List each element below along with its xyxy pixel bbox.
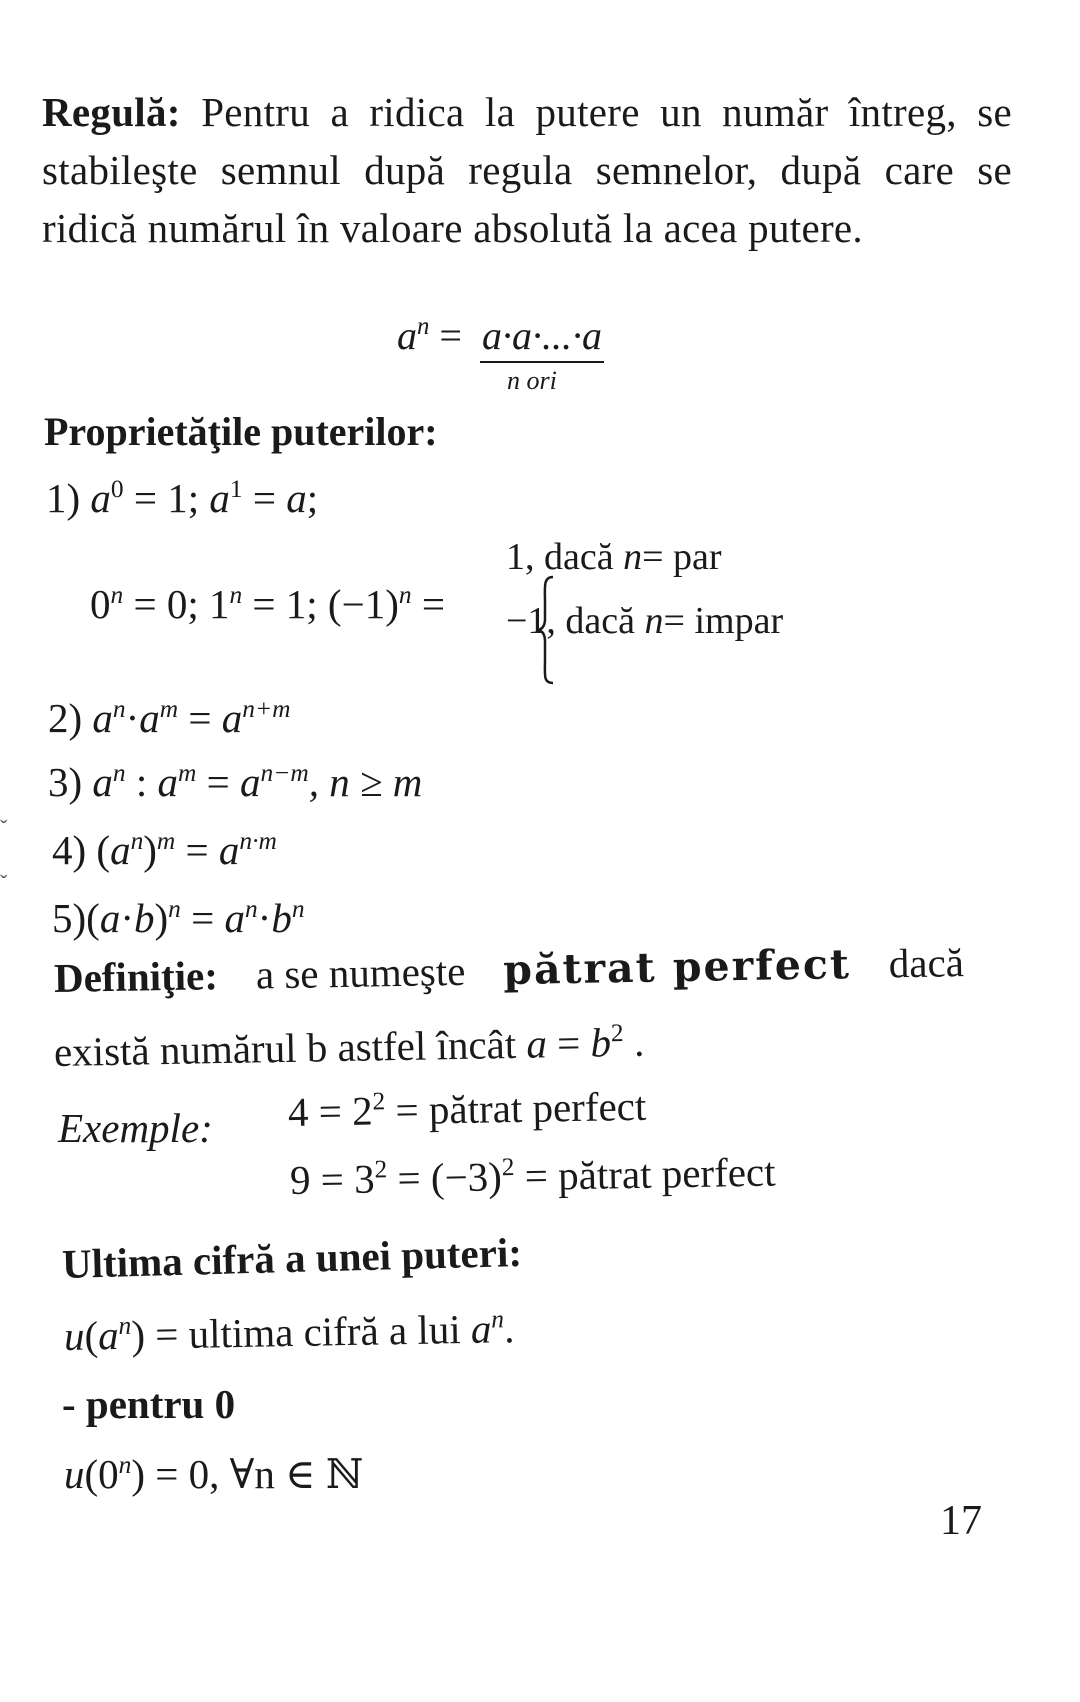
perfect-square-term: pătrat perfect (502, 940, 852, 995)
definition-label: Definiţie: (53, 952, 219, 1001)
property-4: 4) $(a^n)^m = a^{n\cdot m}$ (52, 826, 277, 873)
rule-text: Pentru a ridica la putere un număr întreg, se stabileşte semnul după regula semnelor, după care se ridică numărul în valoare absolută la acea putere. (42, 89, 1012, 251)
cases-even: 1, dacă n= par (506, 536, 722, 578)
last-digit-definition: $u(a^n)$ = ultima cifră a lui $a^n$. (63, 1305, 515, 1359)
rule-label: Regulă: (42, 89, 181, 135)
margin-artifact: ˇ (0, 870, 8, 895)
property-2: 2) $a^n\cdot a^m = a^{n+m}$ (48, 694, 291, 741)
property-3: 3) $a^n$ : $a^m = a^{n-m}$, n ≥ m (48, 758, 423, 805)
property-1: 1) $a^0 = 1$; $a^1 = a$; (46, 474, 319, 521)
cases-odd: −1, dacă n= impar (506, 600, 784, 642)
definition-line1: Definiţie: a se numeşte pătrat perfect dacă (53, 939, 965, 1001)
rule-paragraph (42, 83, 1012, 257)
last-digit-title: Ultima cifră a unei puteri: (61, 1228, 523, 1287)
definition-line2: există numărul b astfel încât $a = b^2$ . (53, 1018, 645, 1075)
zero-case-label: - pentru 0 (62, 1381, 236, 1427)
power-definition-lhs: $a^n$ = (397, 313, 462, 358)
examples-label: Exemple: (58, 1105, 213, 1151)
margin-artifact: ˇ (0, 815, 8, 840)
page-number: 17 (940, 1498, 982, 1544)
property-5: $5)(a\cdot b)^n = a^n\cdot b^n$ (52, 894, 305, 941)
zero-case-formula: $u(0^n) = 0$, ∀n ∈ ℕ (64, 1450, 364, 1497)
example-2: $9 = 3^2 = (-3)^2$ = pătrat perfect (289, 1148, 776, 1203)
power-definition-product: a·a·...·a (480, 312, 604, 363)
power-definition-underbrace-label: n ori (507, 366, 557, 395)
example-1: $4 = 2^2$ = pătrat perfect (287, 1082, 647, 1135)
property-1-line2: $0^n = 0$; $1^n = 1$; $(-1)^n$ = (90, 580, 445, 627)
properties-title: Proprietăţile puterilor: (44, 409, 438, 454)
